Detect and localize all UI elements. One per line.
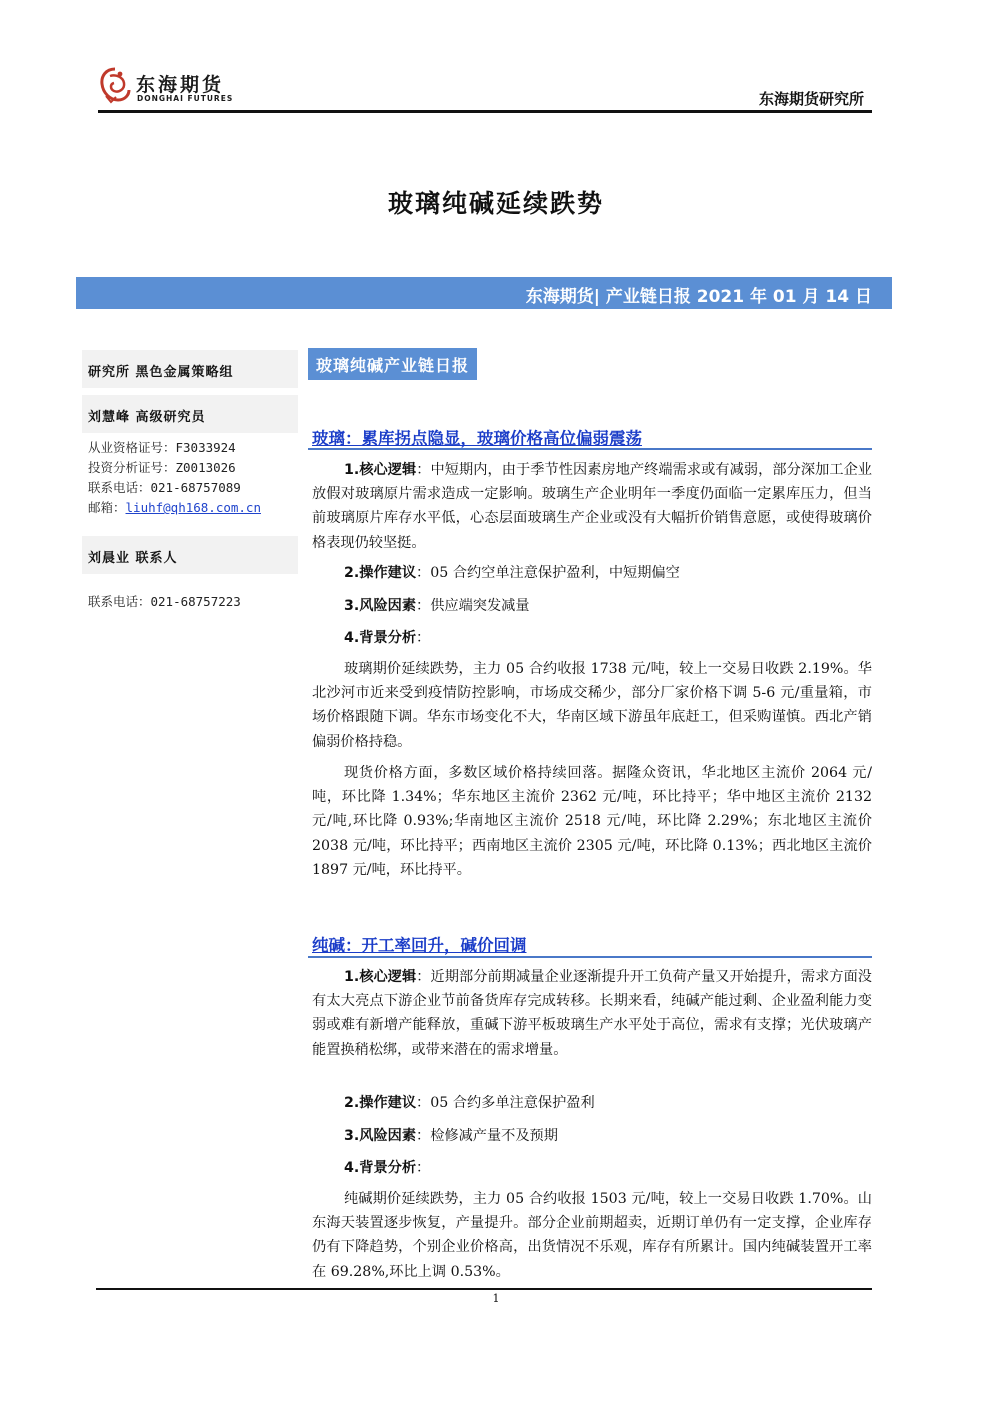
company-logo [98,66,238,106]
glass-core-logic [312,458,872,555]
logo-english-name: DONGHAI FUTURES [137,94,234,103]
report-type-tag [308,348,477,380]
email-label: 邮箱： [88,500,126,515]
glass-background-colon: ： [416,630,431,646]
soda-core-logic-text: ：近期部分前期减量企业逐渐提升开工负荷产量又开始提升，需求方面没有太大亮点下游企业节前备货库存完成转移。长期来看，纯碱产能过剩、企业盈利能力变弱或难有新增产能释放，重碱下游平板玻璃生产水平处于高位，需求有支撑；光伏玻璃产能置换稍松绑，或带来潜在的需求增量。 [312,969,872,1058]
soda-section-title[interactable]: 纯碱：开工率回升，碱价回调 [312,936,527,955]
glass-advice [312,561,872,585]
soda-core-logic-label: 1.核心逻辑 [344,969,417,985]
institute-name: 东海期货研究所 [758,90,864,108]
glass-risk-text: ：供应端突发减量 [416,598,530,614]
glass-background-paragraph-2: 现货价格方面，多数区域价格持续回落。据隆众资讯，华北地区主流价 2064 元/吨，环比降 1.34%；华东地区主流价 2362 元/吨，环比持平；华中地区主流价 2132 元/吨,环比降 0.93%;华南地区主流价 2518 元/吨，环比降 2.29%；东北地区主流价 2038 元/吨，环比持平；西南地区主流价 2305 元/吨，环比降 0.13%；西北地区主流价 1897 元/吨，环比持平。 [312,765,872,878]
soda-advice-text: ：05 合约多单注意保护盈利 [416,1095,595,1111]
banner-date-text: 东海期货| 产业链日报 2021 年 01 月 14 日 [525,287,872,307]
dragon-logo-icon [98,66,132,104]
soda-section-divider [308,956,872,958]
soda-background-paragraph-1: 纯碱期价延续跌势，主力 05 合约收报 1503 元/吨，较上一交易日收跌 1.70%。山东海天装置逐步恢复，产量提升。部分企业前期超卖，近期订单仍有一定支撑，企业库存仍有下降趋势，个别企业价格高，出货情况不乐观，库存有所累计。国内纯碱装置开工率在 69.28%,环比上调 0.53%。 [312,1191,872,1280]
glass-section-title[interactable]: 玻璃：累库拐点隐显，玻璃价格高位偏弱震荡 [312,429,642,448]
analyst1-name-title: 刘慧峰 高级研究员 [88,410,206,425]
glass-risk [312,594,872,618]
research-group-label: 研究所 黑色金属策略组 [88,365,234,380]
page-number: 1 [492,1292,500,1305]
analyst1-phone: 联系电话：021-68757089 [88,480,241,495]
report-type-label: 玻璃纯碱产业链日报 [316,356,470,375]
glass-core-logic-label: 1.核心逻辑 [344,462,417,478]
soda-background-colon: ： [416,1160,431,1176]
glass-background-label: 4.背景分析 [344,630,417,646]
soda-advice [312,1091,872,1115]
glass-background-paragraph-1: 玻璃期价延续跌势，主力 05 合约收报 1738 元/吨，较上一交易日收跌 2.19%。华北沙河市近来受到疫情防控影响，市场成交稀少，部分厂家价格下调 5-6 元/重量箱，市场价格跟随下调。华东市场变化不大，华南区域下游虽年底赶工，但采购谨慎。西北产销偏弱价格持稳。 [312,661,872,750]
glass-section-divider [308,448,872,450]
analyst1-investment-cert: 投资分析证号：Z0013026 [88,460,236,475]
analyst2-phone: 联系电话：021-68757223 [88,594,241,609]
soda-risk-label: 3.风险因素 [344,1128,417,1144]
soda-risk-text: ：检修减产量不及预期 [416,1128,558,1144]
analyst1-email-row [88,498,261,516]
analyst1-email-link[interactable]: liuhf@qh168.com.cn [125,500,261,515]
analyst1-heading [82,395,298,433]
soda-background-heading [312,1156,872,1180]
soda-risk [312,1124,872,1148]
report-banner [76,277,892,309]
footer-divider [96,1288,872,1290]
glass-risk-label: 3.风险因素 [344,598,417,614]
report-title: 玻璃纯碱延续跌势 [387,189,604,218]
soda-background-label: 4.背景分析 [344,1160,417,1176]
glass-advice-text: ：05 合约空单注意保护盈利，中短期偏空 [416,565,680,581]
glass-advice-label: 2.操作建议 [344,565,417,581]
analyst2-heading [82,536,298,574]
glass-core-logic-text: ：中短期内，由于季节性因素房地产终端需求或有减弱，部分深加工企业放假对玻璃原片需求造成一定影响。玻璃生产企业明年一季度仍面临一定累库压力，但当前玻璃原片库存水平低，心态层面玻璃生产企业或没有大幅折价销售意愿，或使得玻璃价格表现仍较坚挺。 [312,462,872,551]
analyst2-name-title: 刘晨业 联系人 [88,551,178,566]
soda-advice-label: 2.操作建议 [344,1095,417,1111]
research-group-heading [82,350,298,388]
header-divider [98,110,872,113]
soda-core-logic [312,965,872,1062]
logo-chinese-name: 东海期货 [136,74,225,96]
analyst1-qualification: 从业资格证号：F3033924 [88,440,236,455]
glass-background-heading [312,626,872,650]
